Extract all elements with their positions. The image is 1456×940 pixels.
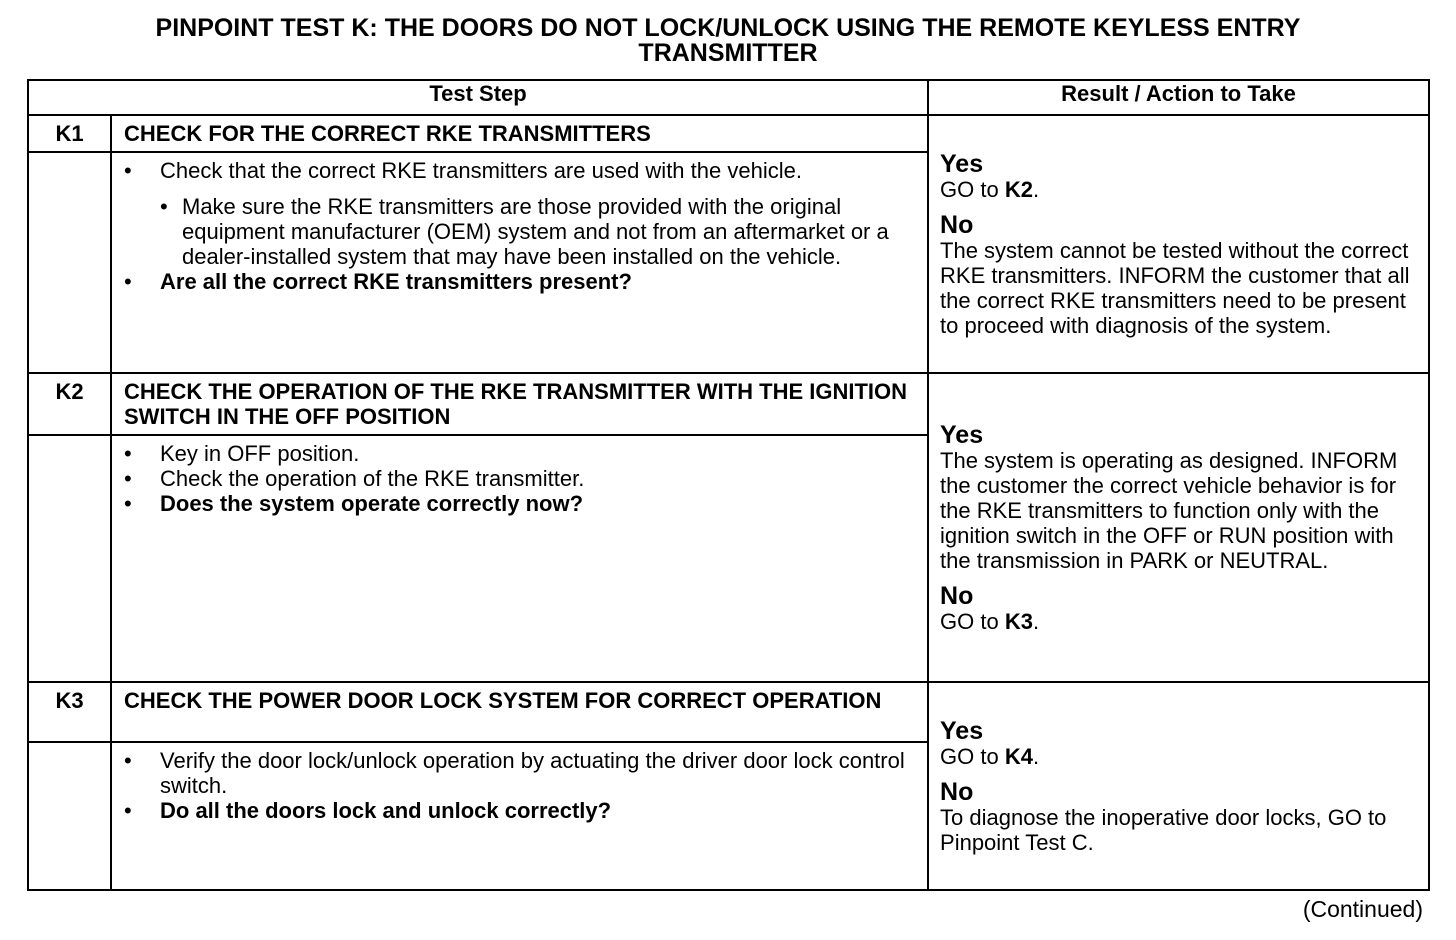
title-line-2: TRANSMITTER <box>638 39 818 67</box>
k2-instruction-1: Key in OFF position. <box>160 441 360 466</box>
step-id-k1: K1 <box>28 115 111 152</box>
table-header-row <box>28 80 1429 115</box>
step-title-k2: CHECK THE OPERATION OF THE RKE TRANSMITTER WITH THE IGNITION SWITCH IN THE OFF POSITION <box>111 373 928 435</box>
k1-sub-instruction: Make sure the RKE transmitters are those provided with the original equipment manufacturer (OEM) system and not from an aftermarket or a dealer-installed system that may have been installed on the vehicle. <box>182 194 889 269</box>
bullet: • <box>124 441 132 466</box>
k3-instruction-1: Verify the door lock/unlock operation by actuating the driver door lock control switch. <box>160 748 905 798</box>
step-k2-title-row <box>28 373 1429 435</box>
k1-question: Are all the correct RKE transmitters present? <box>160 269 632 294</box>
bullet: • <box>124 158 132 183</box>
k3-question: Do all the doors lock and unlock correctly? <box>160 798 612 823</box>
step-k3-title-row <box>28 682 1429 742</box>
step-title-k1: CHECK FOR THE CORRECT RKE TRANSMITTERS <box>111 115 928 152</box>
header-test-step: Test Step <box>28 80 928 115</box>
bullet: • <box>124 798 132 823</box>
k2-no-ref: K3 <box>1004 608 1033 634</box>
step-id-k3: K3 <box>28 682 111 742</box>
result-k2 <box>928 373 1429 682</box>
k1-yes-action: GO to K2. <box>940 176 1040 202</box>
bullet: • <box>124 748 132 773</box>
step-title-k3: CHECK THE POWER DOOR LOCK SYSTEM FOR CORRECT OPERATION <box>111 682 928 742</box>
bullet: • <box>124 269 132 294</box>
k3-yes-ref: K4 <box>1004 743 1033 769</box>
result-k3 <box>928 682 1429 890</box>
k2-no-prefix: GO to <box>940 608 1005 634</box>
k3-no-label: No <box>940 777 974 806</box>
pinpoint-test-table <box>27 79 1430 891</box>
step-body-k2 <box>111 435 928 682</box>
k1-instruction-1: Check that the correct RKE transmitters are used with the vehicle. <box>160 158 802 183</box>
k3-no-action: To diagnose the inoperative door locks, GO to Pinpoint Test C. <box>940 804 1387 855</box>
k1-yes-ref: K2 <box>1004 176 1033 202</box>
step-body-k1 <box>111 152 928 373</box>
step-id-k2: K2 <box>28 373 111 435</box>
header-result: Result / Action to Take <box>928 80 1429 115</box>
result-k1 <box>928 115 1429 373</box>
step-k1-title-row <box>28 115 1429 152</box>
k2-question: Does the system operate correctly now? <box>160 491 584 516</box>
bullet: • <box>160 194 168 219</box>
k2-instruction-2: Check the operation of the RKE transmitter. <box>160 466 585 491</box>
k3-yes-action: GO to K4. <box>940 743 1040 769</box>
title-line-1: PINPOINT TEST K: THE DOORS DO NOT LOCK/UNLOCK USING THE REMOTE KEYLESS ENTRY <box>155 14 1301 42</box>
k2-no-action: GO to K3. <box>940 608 1040 634</box>
bullet: • <box>124 466 132 491</box>
k3-yes-label: Yes <box>940 716 984 745</box>
k1-no-label: No <box>940 210 974 239</box>
k2-yes-label: Yes <box>940 420 984 449</box>
k1-yes-label: Yes <box>940 149 984 178</box>
page-title <box>28 16 1428 66</box>
step-body-k3 <box>111 742 928 890</box>
k2-no-label: No <box>940 581 974 610</box>
k3-yes-prefix: GO to <box>940 743 1005 769</box>
k1-no-action: The system cannot be tested without the correct RKE transmitters. INFORM the customer that all the correct RKE transmitters need to be present to proceed with diagnosis of the system. <box>940 237 1410 338</box>
k1-yes-prefix: GO to <box>940 176 1005 202</box>
k2-yes-action: The system is operating as designed. INFORM the customer the correct vehicle behavior is for the RKE transmitters to function only with the ignition switch in the OFF or RUN position with the transmission in PARK or NEUTRAL. <box>940 447 1398 573</box>
continued-label: (Continued) <box>1302 896 1423 922</box>
bullet: • <box>124 491 132 516</box>
